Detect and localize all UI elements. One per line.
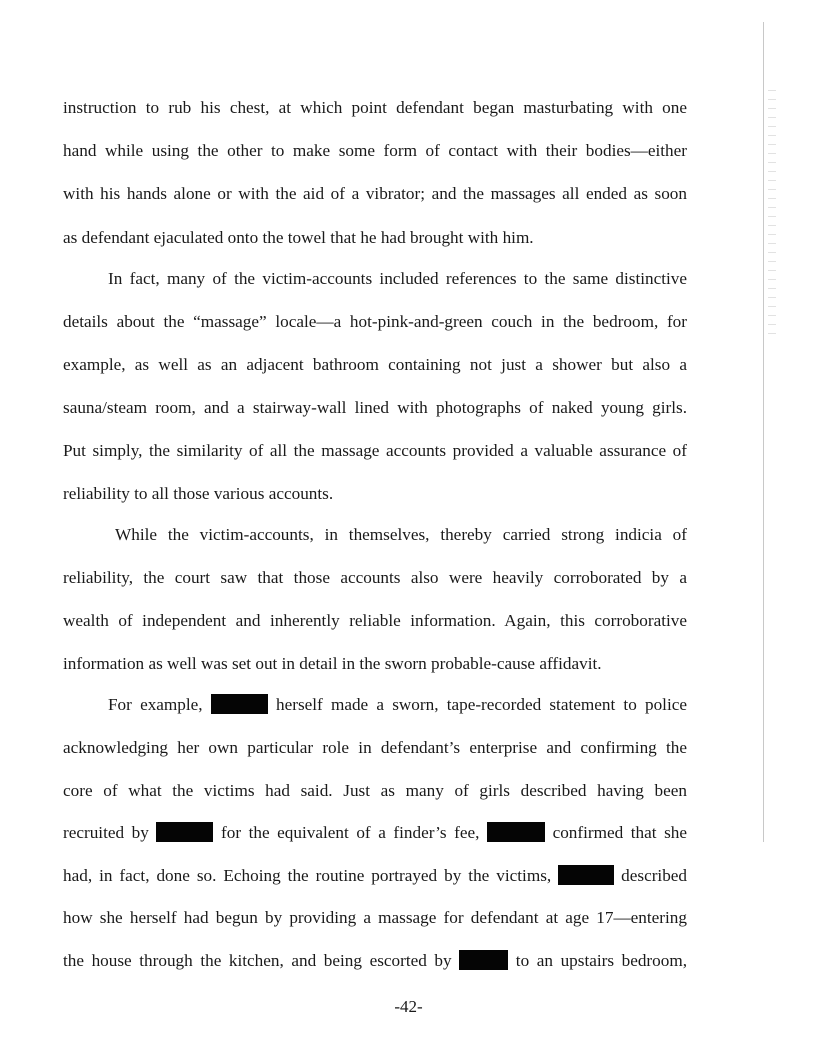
redaction-bar (487, 822, 545, 842)
redaction-bar (211, 694, 268, 714)
text-segment: for the equivalent of a finder’s fee, (221, 823, 480, 842)
text-line: In fact, many of the victim-accounts included references to the same distinctive (108, 269, 687, 288)
text-line: as defendant ejaculated onto the towel that he had brought with him. (63, 228, 534, 247)
text-line: acknowledging her own particular role in defendant’s enterprise and confirming the (63, 738, 687, 757)
text-line: details about the “massage” locale—a hot-pink-and-green couch in the bedroom, for (63, 312, 687, 331)
text-line: reliability, the court saw that those accounts also were heavily corroborated by a (63, 568, 687, 587)
text-line: wealth of independent and inherently reliable information. Again, this corroborative (63, 611, 687, 630)
text-segment: For example, (108, 695, 203, 714)
scan-edge-marks (768, 90, 776, 340)
text-line: While the victim-accounts, in themselves, thereby carried strong indicia of (115, 525, 687, 544)
text-line-with-redaction (63, 865, 687, 887)
text-line: instruction to rub his chest, at which point defendant began masturbating with one (63, 98, 687, 117)
text-segment: herself made a sworn, tape-recorded statement to police (276, 695, 687, 714)
text-line: core of what the victims had said. Just as many of girls described having been (63, 781, 687, 800)
text-segment: recruited by (63, 823, 149, 842)
text-line: hand while using the other to make some form of contact with their bodies—either (63, 141, 687, 160)
text-line: how she herself had begun by providing a massage for defendant at age 17—entering (63, 908, 687, 927)
scan-edge-line (763, 22, 764, 842)
redaction-bar (558, 865, 614, 885)
text-segment: confirmed that she (552, 823, 688, 842)
text-line: example, as well as an adjacent bathroom containing not just a shower but also a (63, 355, 687, 374)
redaction-bar (156, 822, 213, 842)
text-line: sauna/steam room, and a stairway-wall lined with photographs of naked young girls. (63, 398, 687, 417)
text-line-with-redaction (108, 694, 687, 716)
page-number: -42- (394, 997, 423, 1016)
text-line-with-redaction (63, 822, 687, 844)
text-segment: the house through the kitchen, and being escorted by (63, 951, 452, 970)
text-line: information as well was set out in detail in the sworn probable-cause affidavit. (63, 654, 602, 673)
text-line: with his hands alone or with the aid of a vibrator; and the massages all ended as soon (63, 184, 687, 203)
text-segment: described (621, 866, 688, 885)
text-line-with-redaction (63, 950, 687, 972)
text-line: Put simply, the similarity of all the massage accounts provided a valuable assurance of (63, 441, 687, 460)
text-segment: had, in fact, done so. Echoing the routine portrayed by the victims, (63, 866, 552, 885)
redaction-bar (459, 950, 508, 970)
text-segment: to an upstairs bedroom, (515, 951, 688, 970)
text-line: reliability to all those various accounts. (63, 484, 334, 503)
